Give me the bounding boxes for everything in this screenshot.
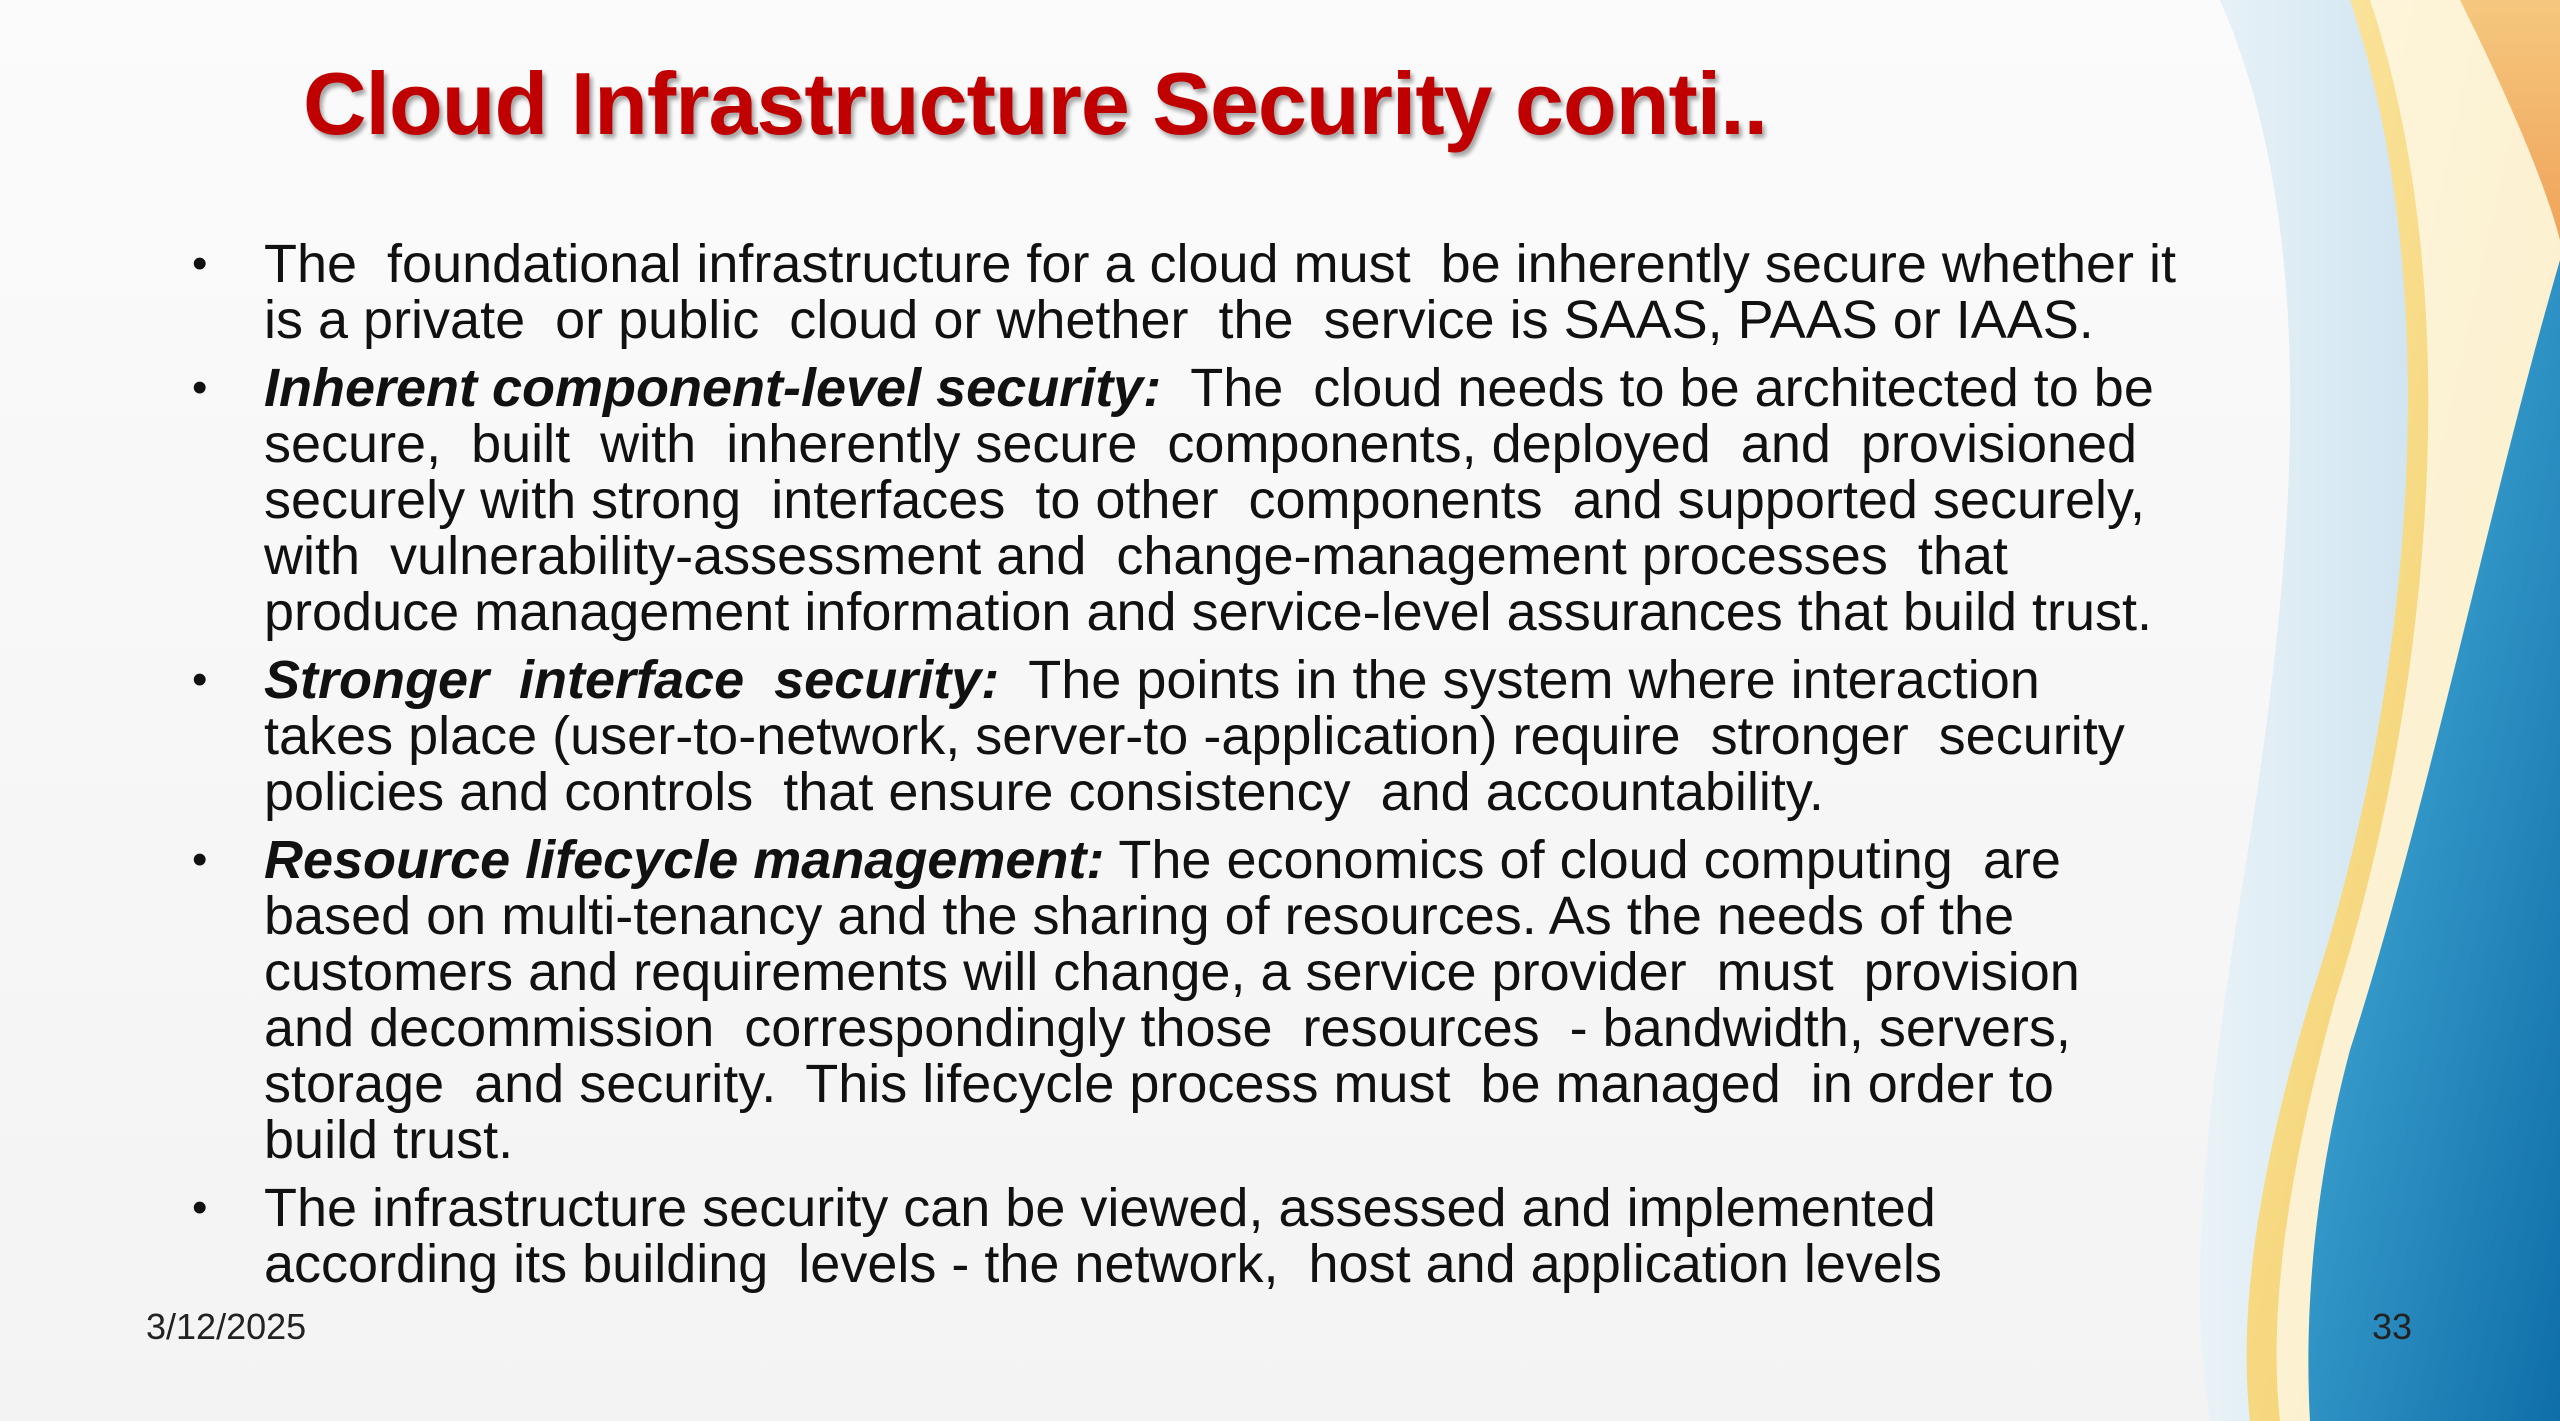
bullet-item-1 <box>180 236 2380 348</box>
bullet-glyph: • <box>192 835 208 884</box>
bullet-glyph: • <box>192 1183 208 1232</box>
bullet-text-line: with vulnerability-assessment and change-management processes that <box>264 526 2008 586</box>
bullet-text-line: build trust. <box>264 1110 514 1170</box>
bullet-text-line: secure, built with inherently secure components, deployed and provisioned <box>264 414 2138 474</box>
bullet-glyph: • <box>192 363 208 412</box>
footer-date: 3/12/2025 <box>146 1306 307 1347</box>
bullet-text-segment: The economics of cloud computing are <box>1104 830 2061 890</box>
bullet-item-3 <box>180 652 2380 820</box>
slide-number: 33 <box>2371 1306 2412 1347</box>
bullet-glyph: • <box>192 239 208 288</box>
bullet-text-line: takes place (user-to-network, server-to -application) require stronger security <box>264 706 2125 766</box>
bullet-first-line <box>264 360 2380 416</box>
bullet-first-line <box>264 832 2380 888</box>
bullet-text-line: according its building levels - the network, host and application levels <box>264 1234 1942 1294</box>
bullet-text-line: based on multi-tenancy and the sharing of resources. As the needs of the <box>264 886 2015 946</box>
bullet-text-segment: The cloud needs to be architected to be <box>1161 358 2154 418</box>
bullet-item-2 <box>180 360 2380 640</box>
bullet-lead-term: Stronger interface security: <box>264 650 1000 710</box>
bullet-glyph: • <box>192 655 208 704</box>
bullet-text-line: produce management information and service-level assurances that build trust. <box>264 582 2152 642</box>
bullet-item-4 <box>180 832 2380 1168</box>
bullet-list <box>180 236 2380 1304</box>
bullet-text-line: securely with strong interfaces to other components and supported securely, <box>264 470 2145 530</box>
bullet-text-line: The foundational infrastructure for a cloud must be inherently secure whether it <box>264 234 2177 294</box>
bullet-text-line: is a private or public cloud or whether the service is SAAS, PAAS or IAAS. <box>264 290 2094 350</box>
bullet-text-line: policies and controls that ensure consistency and accountability. <box>264 762 1824 822</box>
bullet-text-segment: The points in the system where interaction <box>999 650 2040 710</box>
bullet-text-line: and decommission correspondingly those resources - bandwidth, servers, <box>264 998 2071 1058</box>
bullet-text-line: The infrastructure security can be viewed, assessed and implemented <box>264 1178 1936 1238</box>
slide-title: Cloud Infrastructure Security conti.. <box>303 54 1768 153</box>
bullet-lead-term: Resource lifecycle management: <box>264 830 1105 890</box>
bullet-item-5 <box>180 1180 2380 1292</box>
bullet-text-line: customers and requirements will change, a service provider must provision <box>264 942 2080 1002</box>
bullet-lead-term: Inherent component-level security: <box>264 358 1162 418</box>
bullet-first-line <box>264 652 2380 708</box>
bullet-text-line: storage and security. This lifecycle process must be managed in order to <box>264 1054 2054 1114</box>
